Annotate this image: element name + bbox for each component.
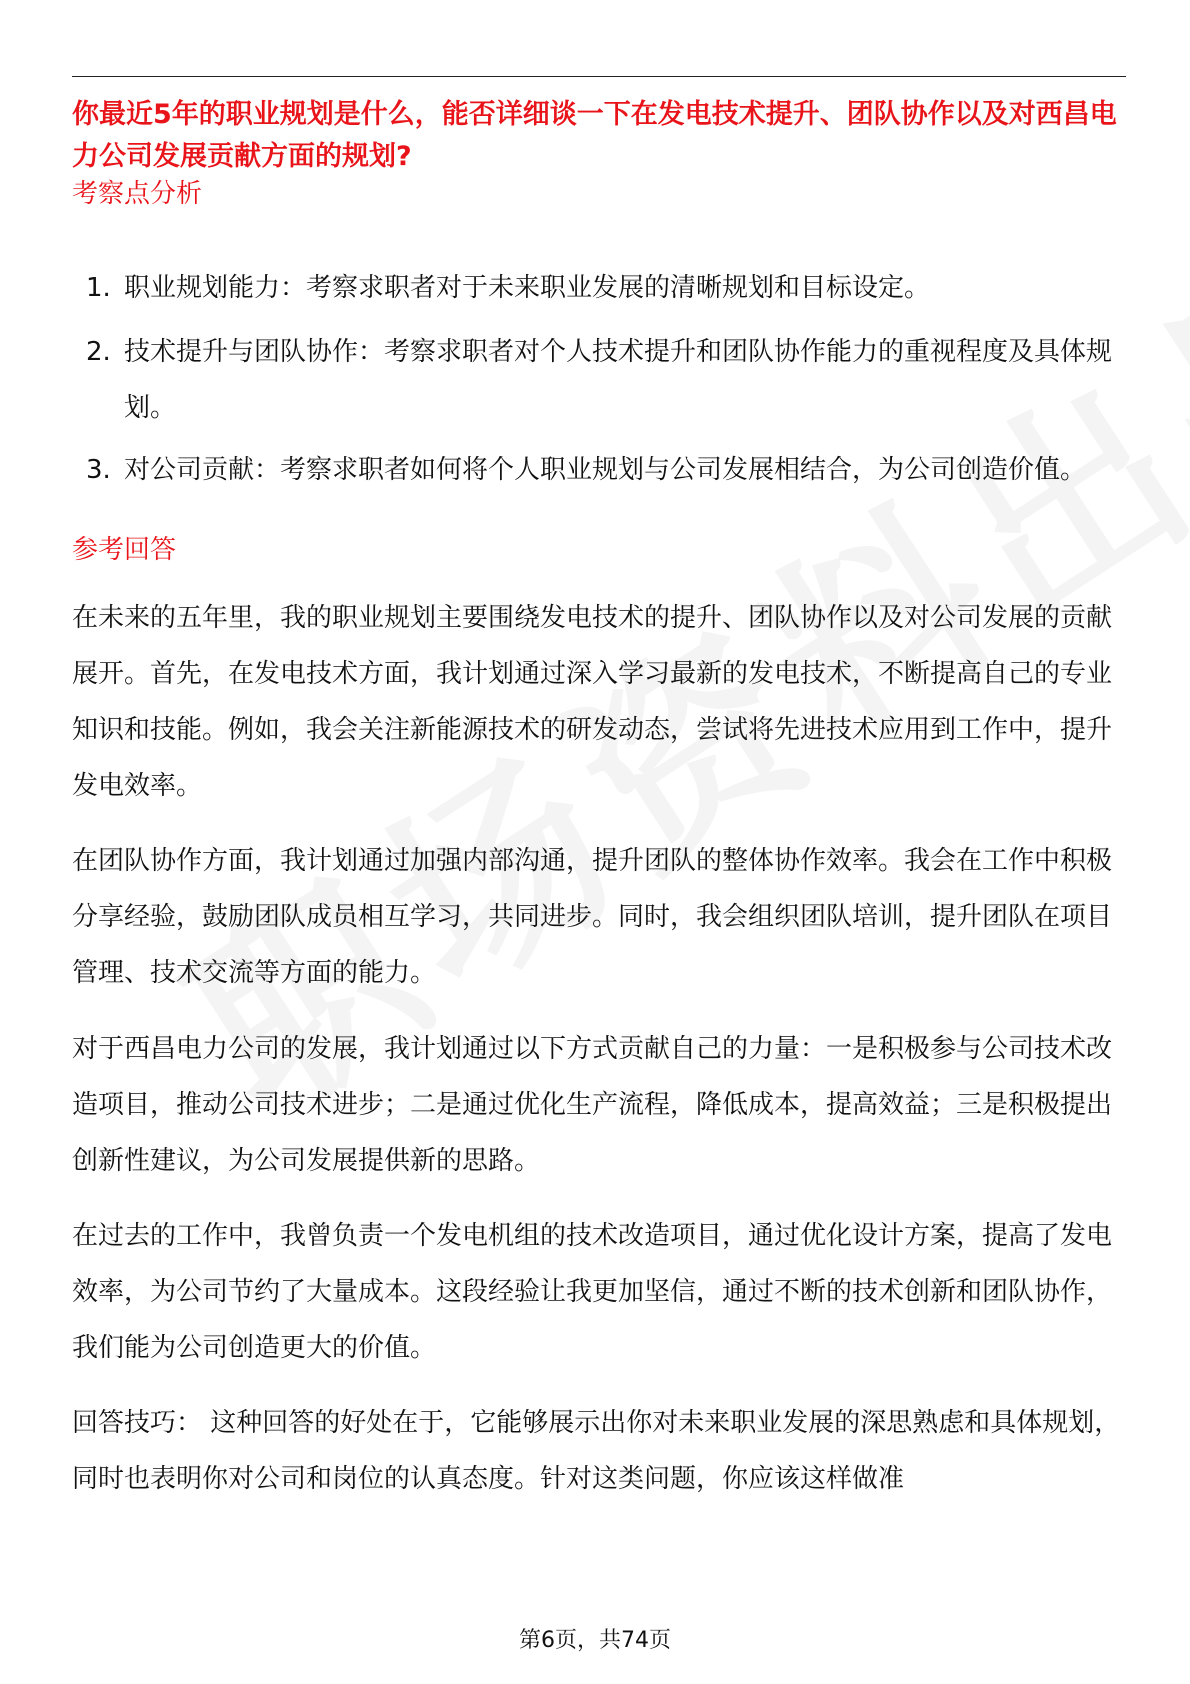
list-number: 2. xyxy=(86,337,111,367)
list-text: 技术提升与团队协作：考察求职者对个人技术提升和团队协作能力的重视程度及具体规划。 xyxy=(124,337,1113,423)
question-heading: 你最近5年的职业规划是什么，能否详细谈一下在发电技术提升、团队协作以及对西昌电力公司发展贡献方面的规划? xyxy=(72,99,1117,172)
answer-paragraph: 在未来的五年里，我的职业规划主要围绕发电技术的提升、团队协作以及对公司发展的贡献展开。首先，在发电技术方面，我计划通过深入学习最新的发电技术，不断提高自己的专业知识和技能。例如，我会关注新能源技术的研发动态，尝试将先进技术应用到工作中，提升发电效率。 xyxy=(72,603,1113,801)
answer-paragraph: 在团队协作方面，我计划通过加强内部沟通，提升团队的整体协作效率。我会在工作中积极分享经验，鼓励团队成员相互学习，共同进步。同时，我会组织团队培训，提升团队在项目管理、技术交流等方面的能力。 xyxy=(72,846,1113,988)
analysis-list xyxy=(72,260,1126,498)
page-number: 第6页，共74页 xyxy=(519,1628,671,1653)
answer-paragraph: 在过去的工作中，我曾负责一个发电机组的技术改造项目，通过优化设计方案，提高了发电效率，为公司节约了大量成本。这段经验让我更加坚信，通过不断的技术创新和团队协作，我们能为公司创造更大的价值。 xyxy=(72,1221,1113,1363)
list-number: 3. xyxy=(86,455,111,485)
top-divider xyxy=(72,76,1126,77)
tip-paragraph: 回答技巧： 这种回答的好处在于，它能够展示出你对未来职业发展的深思熟虑和具体规划，同时也表明你对公司和岗位的认真态度。针对这类问题，你应该这样做准 xyxy=(72,1408,1121,1494)
analysis-item xyxy=(72,442,1126,498)
analysis-item xyxy=(72,324,1126,436)
list-text: 对公司贡献：考察求职者如何将个人职业规划与公司发展相结合，为公司创造价值。 xyxy=(124,455,1087,485)
answer-title: 参考回答 xyxy=(72,535,177,565)
list-number: 1. xyxy=(86,273,111,303)
answer-paragraph: 对于西昌电力公司的发展，我计划通过以下方式贡献自己的力量：一是积极参与公司技术改造项目，推动公司技术进步；二是通过优化生产流程，降低成本，提高效益；三是积极提出创新性建议，为公司发展提供新的思路。 xyxy=(72,1034,1113,1176)
analysis-item xyxy=(72,260,1126,316)
analysis-title: 考察点分析 xyxy=(72,179,203,209)
list-text: 职业规划能力：考察求职者对于未来职业发展的清晰规划和目标设定。 xyxy=(124,273,931,303)
